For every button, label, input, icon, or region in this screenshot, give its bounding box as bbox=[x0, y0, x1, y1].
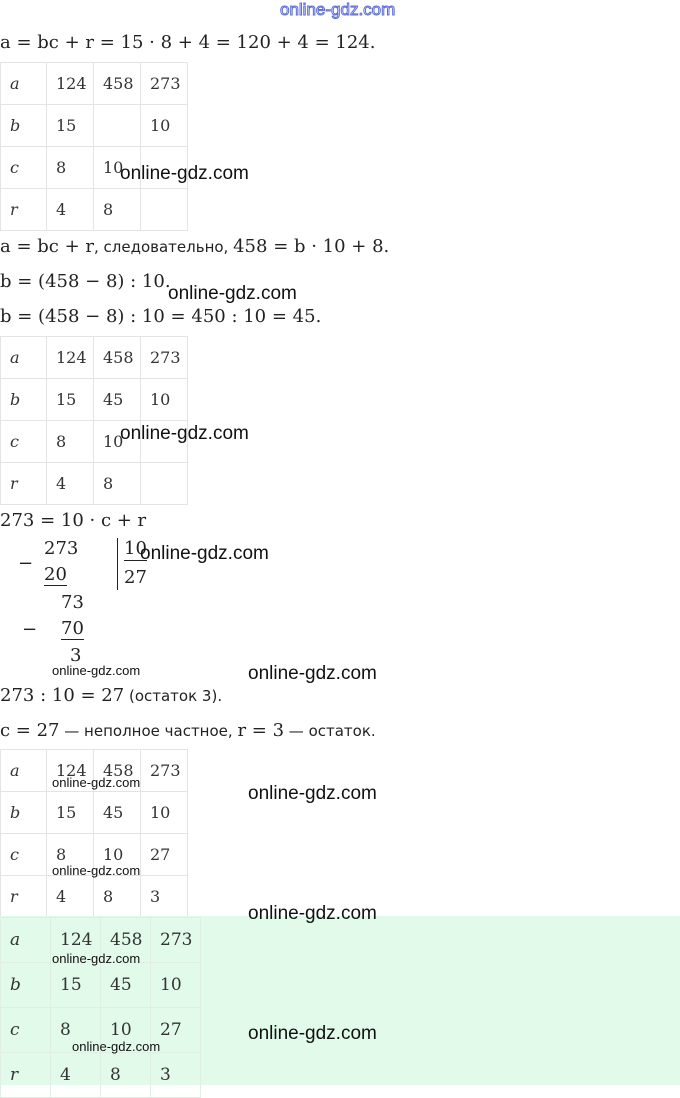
equation-line-2 bbox=[0, 236, 389, 257]
watermark: online-gdz.com bbox=[140, 543, 269, 564]
value-cell: 8 bbox=[94, 189, 141, 231]
row-label-cell: r bbox=[1, 189, 47, 231]
value-cell: 8 bbox=[94, 463, 141, 505]
value-cell: 10 bbox=[94, 834, 141, 876]
equation-line-3: b = (458 − 8) : 10. bbox=[0, 271, 171, 292]
value-cell: 458 bbox=[94, 750, 141, 792]
value-cell: 458 bbox=[94, 63, 141, 105]
row-label-cell: a bbox=[1, 337, 47, 379]
value-cell: 45 bbox=[94, 379, 141, 421]
row-label-cell: c bbox=[1, 421, 47, 463]
value-cell: 124 bbox=[47, 63, 94, 105]
value-cell: 273 bbox=[141, 63, 188, 105]
table-row bbox=[1, 876, 188, 918]
watermark-small: online-gdz.com bbox=[72, 1039, 161, 1054]
subtrahend-2: 70 bbox=[61, 618, 84, 639]
equation-part: a = bc + r bbox=[0, 236, 94, 257]
row-label-cell: c bbox=[1, 1008, 51, 1053]
watermark: online-gdz.com bbox=[248, 783, 377, 804]
value-cell: 15 bbox=[47, 792, 94, 834]
watermark-small: online-gdz.com bbox=[52, 663, 141, 678]
value-cell: 45 bbox=[94, 792, 141, 834]
value-cell bbox=[141, 463, 188, 505]
table-row bbox=[1, 379, 188, 421]
row-label-cell: b bbox=[1, 379, 47, 421]
row-label-cell: r bbox=[1, 463, 47, 505]
value-cell: 124 bbox=[47, 750, 94, 792]
equation-text: — остаток. bbox=[284, 722, 376, 740]
equation-part: 273 : 10 = 27 bbox=[0, 685, 125, 706]
table-2 bbox=[0, 336, 188, 505]
equation-text: , следовательно, bbox=[94, 238, 234, 256]
minus-sign: − bbox=[18, 553, 34, 574]
value-cell: 27 bbox=[151, 1008, 201, 1053]
equation-text: (остаток 3). bbox=[124, 687, 223, 705]
row-label-cell: b bbox=[1, 963, 51, 1008]
value-cell: 273 bbox=[141, 337, 188, 379]
row-label-cell: r bbox=[1, 1053, 51, 1098]
value-cell: 124 bbox=[47, 337, 94, 379]
value-cell: 124 bbox=[51, 918, 101, 963]
value-cell: 3 bbox=[151, 1053, 201, 1098]
value-cell: 10 bbox=[101, 1008, 151, 1053]
value-cell: 15 bbox=[47, 105, 94, 147]
value-cell: 8 bbox=[47, 834, 94, 876]
equation-part: r = 3 bbox=[237, 720, 285, 741]
value-cell: 27 bbox=[141, 834, 188, 876]
value-cell: 15 bbox=[47, 379, 94, 421]
equation-part: 458 = b · 10 + 8. bbox=[233, 236, 390, 257]
value-cell: 273 bbox=[151, 918, 201, 963]
value-cell: 8 bbox=[47, 421, 94, 463]
watermark: online-gdz.com bbox=[120, 423, 249, 444]
row-label-cell: a bbox=[1, 63, 47, 105]
value-cell: 45 bbox=[101, 963, 151, 1008]
value-cell: 458 bbox=[94, 337, 141, 379]
value-cell: 10 bbox=[141, 105, 188, 147]
value-cell bbox=[94, 105, 141, 147]
table-1 bbox=[0, 62, 188, 231]
equation-line-1: a = bc + r = 15 · 8 + 4 = 120 + 4 = 124. bbox=[0, 32, 376, 53]
subtrahend-1: 20 bbox=[44, 564, 67, 585]
table-row bbox=[1, 1053, 201, 1098]
row-label-cell: a bbox=[1, 750, 47, 792]
equation-part: c = 27 bbox=[0, 720, 60, 741]
watermark: online-gdz.com bbox=[120, 163, 249, 184]
table-row bbox=[1, 792, 188, 834]
row-label-cell: c bbox=[1, 147, 47, 189]
value-cell: 8 bbox=[51, 1008, 101, 1053]
value-cell: 8 bbox=[94, 876, 141, 918]
watermark-small: online-gdz.com bbox=[52, 863, 141, 878]
equation-line-4: b = (458 − 8) : 10 = 450 : 10 = 45. bbox=[0, 306, 322, 327]
remainder: 3 bbox=[70, 645, 82, 666]
watermark-small: online-gdz.com bbox=[52, 775, 141, 790]
table-row bbox=[1, 963, 201, 1008]
value-cell: 10 bbox=[141, 379, 188, 421]
value-cell: 458 bbox=[101, 918, 151, 963]
table-row bbox=[1, 337, 188, 379]
remainder-1: 73 bbox=[61, 592, 84, 613]
divisor: 10 bbox=[124, 538, 147, 559]
equation-line-5: 273 = 10 · c + r bbox=[0, 510, 147, 531]
table-row bbox=[1, 105, 188, 147]
row-label-cell: b bbox=[1, 792, 47, 834]
value-cell: 4 bbox=[47, 189, 94, 231]
value-cell: 273 bbox=[141, 750, 188, 792]
equation-line-7 bbox=[0, 720, 376, 741]
value-cell: 15 bbox=[51, 963, 101, 1008]
value-cell: 10 bbox=[141, 792, 188, 834]
watermark-small: online-gdz.com bbox=[52, 951, 141, 966]
watermark-top: online-gdz.com bbox=[280, 0, 396, 19]
row-label-cell: c bbox=[1, 834, 47, 876]
equation-line-6 bbox=[0, 685, 222, 706]
row-label-cell: r bbox=[1, 876, 47, 918]
minus-sign: − bbox=[22, 619, 38, 640]
row-label-cell: a bbox=[1, 918, 51, 963]
equation-text: — неполное частное, bbox=[59, 722, 238, 740]
table-row bbox=[1, 189, 188, 231]
dividend: 273 bbox=[44, 538, 79, 559]
value-cell: 4 bbox=[47, 463, 94, 505]
quotient: 27 bbox=[124, 567, 147, 588]
row-label-cell: b bbox=[1, 105, 47, 147]
division-bar bbox=[117, 538, 118, 590]
table-row bbox=[1, 63, 188, 105]
watermark: online-gdz.com bbox=[248, 1023, 377, 1044]
value-cell: 3 bbox=[141, 876, 188, 918]
value-cell: 8 bbox=[101, 1053, 151, 1098]
answer-table bbox=[0, 917, 201, 1098]
watermark: online-gdz.com bbox=[248, 663, 377, 684]
value-cell: 10 bbox=[94, 147, 141, 189]
table-row bbox=[1, 463, 188, 505]
value-cell: 10 bbox=[151, 963, 201, 1008]
watermark: online-gdz.com bbox=[168, 283, 297, 304]
watermark: online-gdz.com bbox=[248, 903, 377, 924]
value-cell bbox=[141, 189, 188, 231]
value-cell: 4 bbox=[51, 1053, 101, 1098]
value-cell: 4 bbox=[47, 876, 94, 918]
value-cell: 8 bbox=[47, 147, 94, 189]
value-cell: 10 bbox=[94, 421, 141, 463]
